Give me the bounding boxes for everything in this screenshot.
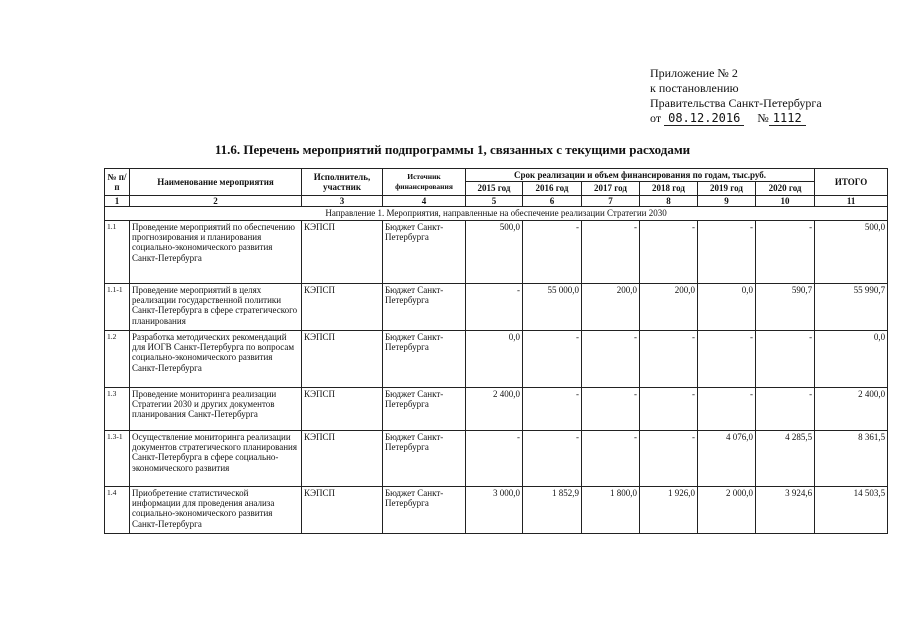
column-number: 5: [466, 195, 523, 206]
col-header-executor: Исполнитель, участник: [302, 169, 383, 196]
executor: КЭПСП: [302, 486, 383, 533]
value-2017: -: [582, 430, 640, 486]
row-number: 1.4: [105, 486, 130, 533]
row-total: 2 400,0: [815, 387, 888, 430]
col-header-year: 2018 год: [640, 182, 698, 195]
row-total: 0,0: [815, 330, 888, 387]
column-number: 7: [582, 195, 640, 206]
value-2020: 4 285,5: [756, 430, 815, 486]
value-2016: -: [523, 387, 582, 430]
executor: КЭПСП: [302, 430, 383, 486]
funding-source: Бюджет Санкт-Петербурга: [383, 387, 466, 430]
table-row: [105, 430, 888, 486]
appendix-line-2: к постановлению: [650, 81, 739, 95]
from-label: от: [650, 111, 662, 125]
measure-name: Проведение мероприятий в целях реализации государственной политики Санкт-Петербурга в сфере стратегического планирования: [130, 283, 302, 330]
row-total: 500,0: [815, 220, 888, 283]
table-row: [105, 283, 888, 330]
header-row-1: [105, 169, 888, 182]
row-total: 55 990,7: [815, 283, 888, 330]
column-number-row: [105, 195, 888, 206]
measures-table: [104, 168, 888, 534]
row-number: 1.3: [105, 387, 130, 430]
table-row: [105, 387, 888, 430]
table-row: [105, 486, 888, 533]
col-header-year: 2017 год: [582, 182, 640, 195]
row-number: 1.1-1: [105, 283, 130, 330]
value-2016: 55 000,0: [523, 283, 582, 330]
col-header-period: Срок реализации и объем финансирования по годам, тыс.руб.: [466, 169, 815, 182]
executor: КЭПСП: [302, 283, 383, 330]
column-number: 1: [105, 195, 130, 206]
funding-source: Бюджет Санкт-Петербурга: [383, 220, 466, 283]
value-2019: -: [698, 387, 756, 430]
value-2017: 200,0: [582, 283, 640, 330]
value-2015: 2 400,0: [466, 387, 523, 430]
executor: КЭПСП: [302, 330, 383, 387]
col-header-year: 2015 год: [466, 182, 523, 195]
value-2018: -: [640, 387, 698, 430]
value-2017: 1 800,0: [582, 486, 640, 533]
value-2020: -: [756, 330, 815, 387]
column-number: 2: [130, 195, 302, 206]
col-header-source: Источник финансирования: [383, 169, 466, 196]
value-2015: 500,0: [466, 220, 523, 283]
value-2017: -: [582, 330, 640, 387]
value-2019: -: [698, 220, 756, 283]
appendix-date-line: [650, 111, 822, 126]
value-2015: 3 000,0: [466, 486, 523, 533]
value-2015: -: [466, 283, 523, 330]
value-2016: -: [523, 430, 582, 486]
funding-source: Бюджет Санкт-Петербурга: [383, 486, 466, 533]
column-number: 9: [698, 195, 756, 206]
value-2015: 0,0: [466, 330, 523, 387]
row-number: 1.1: [105, 220, 130, 283]
value-2018: 200,0: [640, 283, 698, 330]
decree-number: 1112: [769, 111, 806, 126]
column-number: 11: [815, 195, 888, 206]
executor: КЭПСП: [302, 387, 383, 430]
value-2018: -: [640, 220, 698, 283]
funding-source: Бюджет Санкт-Петербурга: [383, 330, 466, 387]
value-2020: 590,7: [756, 283, 815, 330]
col-header-name: Наименование мероприятия: [130, 169, 302, 196]
value-2019: -: [698, 330, 756, 387]
row-total: 14 503,5: [815, 486, 888, 533]
value-2015: -: [466, 430, 523, 486]
appendix-line-1: Приложение № 2: [650, 66, 738, 80]
value-2016: -: [523, 330, 582, 387]
executor: КЭПСП: [302, 220, 383, 283]
value-2016: 1 852,9: [523, 486, 582, 533]
value-2020: -: [756, 387, 815, 430]
column-number: 4: [383, 195, 466, 206]
column-number: 3: [302, 195, 383, 206]
value-2018: 1 926,0: [640, 486, 698, 533]
value-2020: 3 924,6: [756, 486, 815, 533]
col-header-year: 2019 год: [698, 182, 756, 195]
col-header-no: № п/п: [105, 169, 130, 196]
value-2020: -: [756, 220, 815, 283]
number-label: №: [757, 111, 769, 125]
section-title: Направление 1. Мероприятия, направленные на обеспечение реализации Стратегии 2030: [105, 207, 888, 220]
table-row: [105, 220, 888, 283]
document-title: 11.6. Перечень мероприятий подпрограммы 1, связанных с текущими расходами: [214, 142, 691, 157]
value-2019: 2 000,0: [698, 486, 756, 533]
row-number: 1.2: [105, 330, 130, 387]
measure-name: Проведение мероприятий по обеспечению прогнозирования и планирования социально-экономического развития Санкт-Петербурга: [130, 220, 302, 283]
value-2018: -: [640, 330, 698, 387]
column-number: 8: [640, 195, 698, 206]
appendix-line-3: Правительства Санкт-Петербурга: [650, 96, 822, 110]
col-header-year: 2016 год: [523, 182, 582, 195]
value-2018: -: [640, 430, 698, 486]
row-number: 1.3-1: [105, 430, 130, 486]
column-number: 10: [756, 195, 815, 206]
table-row: [105, 330, 888, 387]
value-2016: -: [523, 220, 582, 283]
value-2019: 4 076,0: [698, 430, 756, 486]
value-2019: 0,0: [698, 283, 756, 330]
column-number: 6: [523, 195, 582, 206]
measure-name: Проведение мониторинга реализации Стратегии 2030 и других документов планирования Санкт-Петербурга: [130, 387, 302, 430]
appendix-block: [650, 66, 822, 126]
funding-source: Бюджет Санкт-Петербурга: [383, 283, 466, 330]
decree-date: 08.12.2016: [664, 111, 744, 126]
row-total: 8 361,5: [815, 430, 888, 486]
value-2017: -: [582, 387, 640, 430]
section-row: [105, 207, 888, 220]
value-2017: -: [582, 220, 640, 283]
measure-name: Разработка методических рекомендаций для ИОГВ Санкт-Петербурга по вопросам социально-экономического развития Санкт-Петербурга: [130, 330, 302, 387]
col-header-year: 2020 год: [756, 182, 815, 195]
measure-name: Приобретение статистической информации для проведения анализа социально-экономического развития Санкт-Петербурга: [130, 486, 302, 533]
measure-name: Осуществление мониторинга реализации документов стратегического планирования Санкт-Петербурга в сфере социально-экономического развития: [130, 430, 302, 486]
funding-source: Бюджет Санкт-Петербурга: [383, 430, 466, 486]
col-header-total: ИТОГО: [815, 169, 888, 196]
